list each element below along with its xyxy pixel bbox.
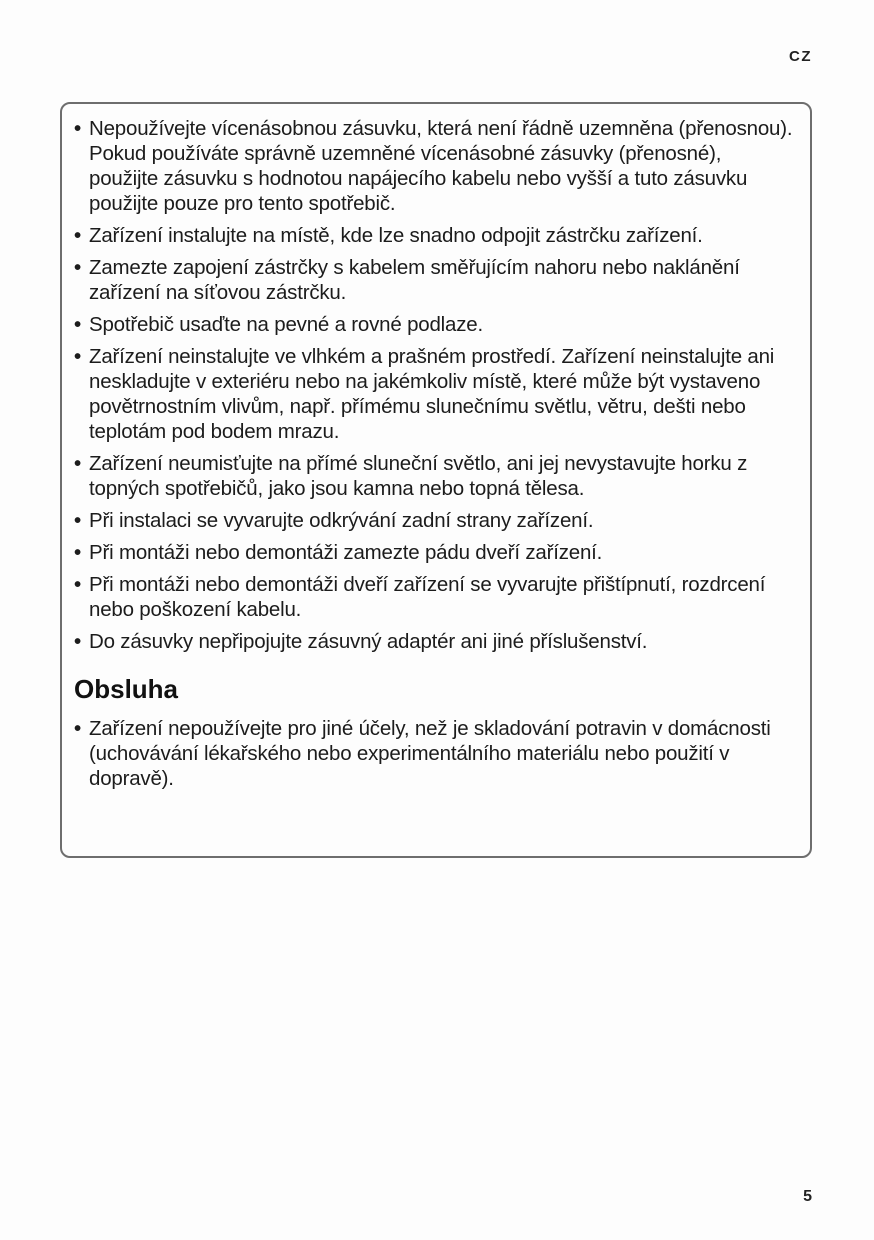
safety-instruction-item [74,344,794,444]
safety-instruction-item [74,255,794,305]
bullet-icon [74,344,89,369]
safety-instruction-item [74,451,794,501]
safety-instruction-item [74,629,794,654]
safety-instruction-item [74,116,794,216]
safety-instruction-text: Nepoužívejte vícenásobnou zásuvku, která není řádně uzemněna (přenosnou). Pokud používáte správně uzemněné vícenásobné zásuvky (přenosné), použijte zásuvku s hodnotou napájecího kabelu nebo vyšší a tuto zásuvku použijte pouze pro tento spotřebič. [89,117,793,215]
safety-instruction-text: Při montáži nebo demontáži dveří zařízení se vyvarujte přištípnutí, rozdrcení nebo poškození kabelu. [89,573,766,621]
bullet-icon [74,716,89,741]
safety-instruction-text: Zařízení neinstalujte ve vlhkém a prašném prostředí. Zařízení neinstalujte ani neskladujte v exteriéru nebo na jakémkoliv místě, které může být vystaveno povětrnostním vlivům, např. přímému slunečnímu světlu, větru, dešti nebo teplotám pod bodem mrazu. [89,345,775,443]
safety-instructions-box [60,102,812,858]
safety-instructions-list [74,116,794,654]
safety-instruction-item [74,312,794,337]
bullet-icon [74,572,89,597]
safety-instruction-item [74,540,794,565]
safety-instruction-text: Zařízení instalujte na místě, kde lze snadno odpojit zástrčku zařízení. [89,224,703,247]
bullet-icon [74,540,89,565]
safety-instruction-item [74,572,794,622]
safety-instruction-text: Při instalaci se vyvarujte odkrývání zadní strany zařízení. [89,509,594,532]
bullet-icon [74,223,89,248]
safety-instruction-text: Zamezte zapojení zástrčky s kabelem směřujícím nahoru nebo naklánění zařízení na síťovou zástrčku. [89,256,740,304]
section-heading-obsluha: Obsluha [74,674,179,704]
bullet-icon [74,629,89,654]
safety-instruction-text: Zařízení neumisťujte na přímé sluneční světlo, ani jej nevystavujte horku z topných spotřebičů, jako jsou kamna nebo topná tělesa. [89,452,748,500]
bullet-icon [74,451,89,476]
safety-instruction-item [74,223,794,248]
safety-instruction-item [74,508,794,533]
safety-instruction-text: Při montáži nebo demontáži zamezte pádu dveří zařízení. [89,541,603,564]
language-code-label: CZ [789,48,812,65]
usage-instruction-item [74,716,794,791]
bullet-icon [74,312,89,337]
safety-instruction-text: Do zásuvky nepřipojujte zásuvný adaptér ani jiné příslušenství. [89,630,648,653]
bullet-icon [74,116,89,141]
page-number: 5 [803,1188,812,1205]
bullet-icon [74,255,89,280]
safety-instruction-text: Spotřebič usaďte na pevné a rovné podlaze. [89,313,483,336]
usage-instruction-text: Zařízení nepoužívejte pro jiné účely, než je skladování potravin v domácnosti (uchovávání lékařského nebo experimentálního materiálu nebo použití v dopravě). [89,717,771,790]
usage-instructions-list [74,716,794,791]
bullet-icon [74,508,89,533]
